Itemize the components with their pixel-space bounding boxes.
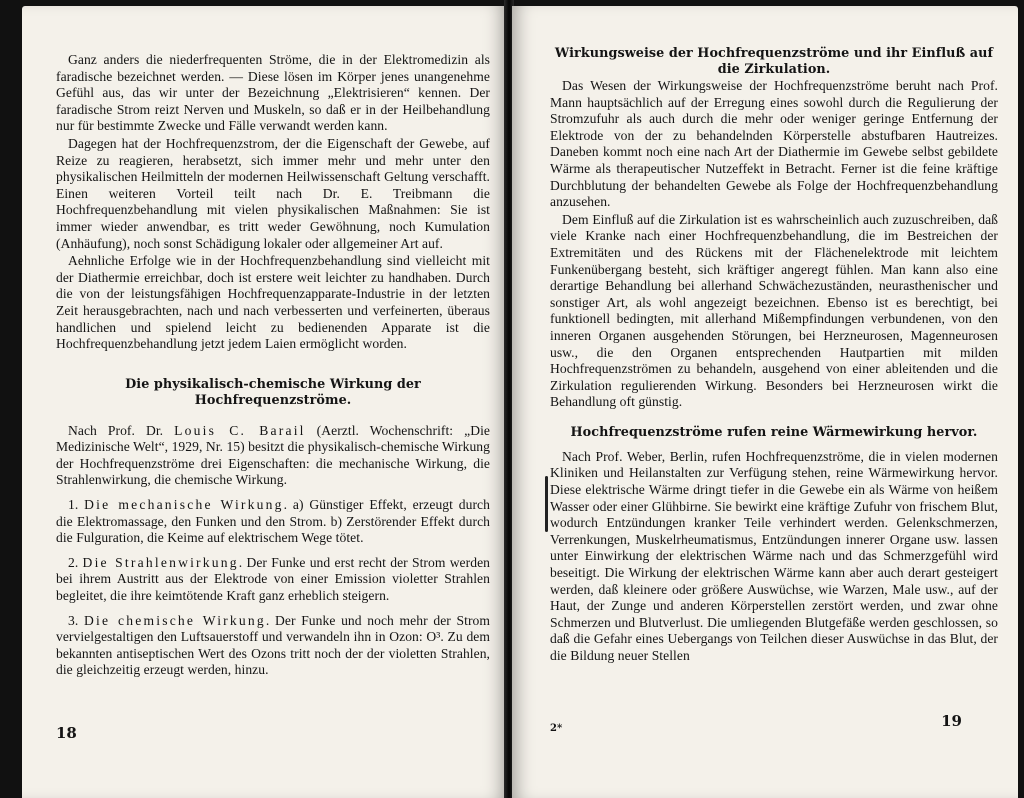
list-number: 2. — [68, 554, 83, 570]
margin-pencil-mark — [545, 476, 548, 532]
printer-signature: 2* — [550, 723, 563, 734]
text-run: . Der Funke und erst recht der Strom werden bei ihrem Austritt aus der Elektrode von einer Emission violetter Strahlen begleitet, die ihre keimtötende Kraft ganz erheblich steigern. — [56, 554, 490, 604]
spaced-term: Die chemische Wirkung — [83, 612, 266, 628]
paragraph — [56, 555, 490, 605]
paragraph: Nach Prof. Weber, Berlin, rufen Hochfrequenzströme, die in vielen modernen Kliniken und Heilanstalten zur Verfügung stehen, reine Wärmewirkung hervor. Diese elektrische Wärme dringt tiefer in die Gewebe ein als Wärme von heißem Wasser oder einer Glühbirne. Sie bewirkt eine kräftige Zufuhr von frischem Blut, wodurch Entzündungen kranker Teile verhindert werden. Gelenkschmerzen, Verrenkungen, Muskelrheumatismus, Entzündungen innerer Organe usw. lassen unter Einwirkung der elektrischen Wärme nach und das Schmerzgefühl wird beseitigt. Die Wirkung der elektrischen Wärme kann aber auch derart gesteigert werden, daß kleinere oder größere Auswüchse, wie Warzen, Male usw., auf der Haut, der Zunge und anderen Körperstellen zerstört werden, und zwar ohne Schmerzen und Blutverlust. Die umliegenden Blutgefäße werden geschlossen, so daß die Gefahr eines Uebergangs von Teilchen dieser Auswüchse in das Blut, der die Bildung neuer Stellen — [550, 448, 998, 663]
paragraph — [56, 613, 490, 679]
text-run: Nach Prof. Dr. — [68, 422, 175, 438]
page-number: 18 — [56, 724, 77, 742]
spaced-term: Die Strahlenwirkung — [82, 554, 239, 570]
paragraph: Dagegen hat der Hochfrequenzstrom, der die Eigenschaft der Gewebe, auf Reize zu reagieren, herabsetzt, sich immer mehr und mehr unter den physikalischen Heilmitteln der modernen Heilwissenschaft Geltung verschafft. Einen weiteren Vorteil teilt nach Dr. E. Treibmann die Hochfrequenzbehandlung mit vielen physikalischen Maßnahmen: Sie ist immer wieder anwendbar, es tritt weder Gewöhnung, noch Kumulation (Anhäufung), noch sonst Schädigung lokaler oder allgemeiner Art auf. — [56, 135, 490, 251]
paragraph: Aehnliche Erfolge wie in der Hochfrequenzbehandlung sind vielleicht mit der Diathermie erreichbar, doch ist erstere weit leichter zu handhaben. Durch die von der leistungsfähigen Hochfrequenzapparate-Industrie in der letzten Zeit herausgebrachten, nach und nach verbesserten und verfeinerten, überaus handlichen und spielend leicht zu bedienenden Apparate ist die Hochfrequenzbehandlung jetzt jedem Laien ermöglicht worden. — [56, 253, 490, 352]
left-page — [22, 6, 506, 798]
paragraph — [56, 497, 490, 547]
paragraph: Das Wesen der Wirkungsweise der Hochfrequenzströme beruht nach Prof. Mann hauptsächlich auf der Erregung eines sowohl durch die Regulierung der Stromzufuhr als auch durch die mehr oder weniger geringe Entfernung der Elektrode von der zu behandelnden Körperstelle abstufbaren Hautreizes. Daneben kommt noch eine nach Art der Diathermie im Gewebe selbst gebildete Wärme als therapeutischer Nutzeffekt in Betracht. Ferner ist die feine kräftige Durchblutung der behandelten Gewebe als Folge der Hochfrequenzbehandlung anzusehen. — [550, 78, 998, 210]
section-heading: Die physikalisch-chemische Wirkung der Hochfrequenzströme. — [125, 376, 421, 408]
section-heading: Wirkungsweise der Hochfrequenzströme und ihr Einfluß auf die Zirkulation. — [554, 46, 994, 77]
author-name: Louis C. Barail — [174, 422, 306, 438]
list-number: 1. — [68, 497, 85, 513]
list-number: 3. — [68, 612, 84, 628]
paragraph: Ganz anders die niederfrequenten Ströme, die in der Elektromedizin als faradische bezeichnet werden. — Diese lösen im Körper jenes unangenehme Gefühl aus, das wir unter der Bezeichnung „Elektrisieren“ kennen. Der faradische Strom reizt Nerven und Muskeln, so daß er in der Heilbehandlung nur für bestimmte Zwecke und Fälle verwandt werden kann. — [56, 52, 490, 134]
section-heading: Hochfrequenzströme rufen reine Wärmewirkung hervor. — [570, 424, 978, 440]
text-run: . Der Funke und noch mehr der Strom vervielgestaltigen den Luftsauerstoff und verwandeln ihn in Ozon: O³. Zu dem bekannten antiseptischen Wert des Ozons tritt noch der der violetten Strahlen, die gleichzeitig erzeugt werden, hinzu. — [56, 612, 490, 678]
text-run: . a) Günstiger Effekt, erzeugt durch die Elektromassage, den Funken und den Strom. b) Zerstörender Effekt durch die Fulguration, die Keime auf elektrischem Wege tötet. — [56, 497, 490, 546]
paragraph — [56, 423, 490, 489]
text-run: (Aerztl. Wochenschrift: „Die Medizinische Welt“, 1929, Nr. 15) besitzt die physikalisch-chemische Wirkung der Hochfrequenzströme drei Eigenschaften: die mechanische Wirkung, die Strahlenwirkung, die chemische Wirkung. — [56, 422, 490, 488]
right-page — [512, 6, 1018, 798]
page-number: 19 — [941, 712, 962, 730]
spaced-term: Die mechanische Wirkung — [84, 497, 284, 513]
paragraph: Dem Einfluß auf die Zirkulation ist es wahrscheinlich auch zuzuschreiben, daß viele Kranke nach einer Hochfrequenzbehandlung, die im Bestreichen der Extremitäten und des Rückens mit der Flächenelektrode mit leichtem Funkenübergang besteht, sich kräftiger angeregt fühlen. Man kann also eine derartige Behandlung bei allerhand Schwächezuständen, neurasthenischer und sonstiger Art, als wohl angezeigt bezeichnen. Ebenso ist es berechtigt, bei funktionell bedingten, mit allerhand Mißempfindungen verbundenen, von den inneren Organen ausgehenden Störungen, bei Herzneurosen, Magenneurosen usw., die den Organen entsprechenden Hautpartien mit milden Hochfrequenzströmen zu behandeln, ausgehend von einer ableitenden und die Zirkulation regulierenden Wirkung. Besonders bei Herzneurosen wirkt die Behandlung oft günstig. — [550, 211, 998, 410]
right-page-text — [550, 46, 998, 665]
left-page-text — [56, 52, 490, 679]
